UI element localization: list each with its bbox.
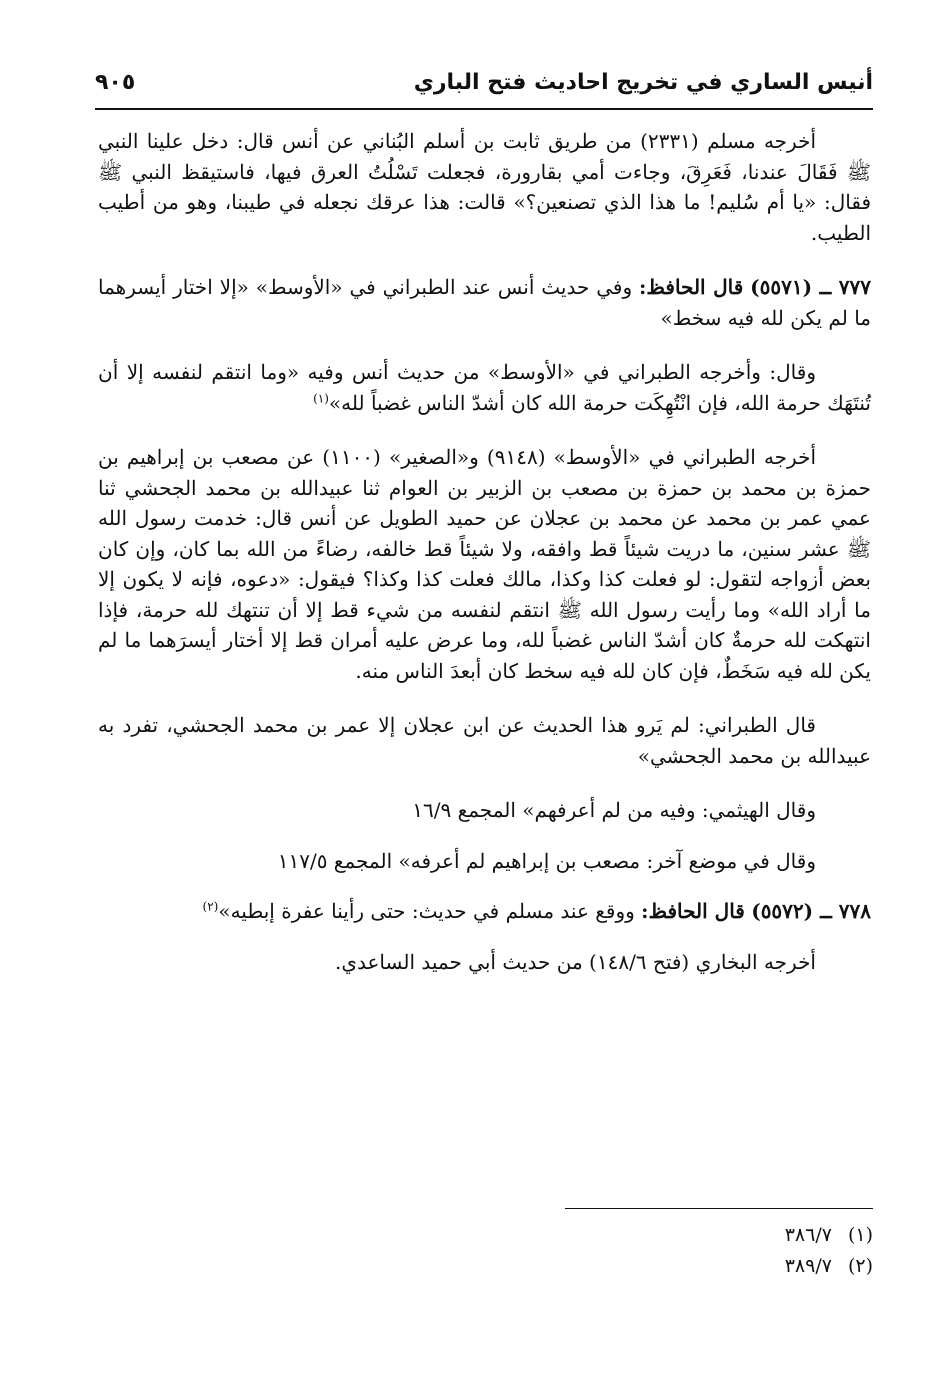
footnote-reference: ٣٨٦/٧	[784, 1224, 832, 1246]
hadith-777-label: قال الحافظ:	[639, 275, 744, 299]
hadith-777	[98, 272, 871, 333]
paragraph-tabarani-awsat	[98, 357, 871, 418]
hadith-778-text: ووقع عند مسلم في حديث: حتى رأينا عفرة إبطيه»	[218, 899, 635, 923]
paragraph-bukhari-takhrij: أخرجه البخاري (فتح ١٤٨/٦) من حديث أبي حميد الساعدي.	[334, 949, 816, 974]
footnote-ref-2: (٢)	[202, 899, 219, 914]
hadith-778-number: ٧٧٨ ــ (٥٥٧٢)	[751, 899, 871, 923]
hadith-778	[98, 896, 871, 927]
hadith-777-text: وفي حديث أنس عند الطبراني في «الأوسط» «إلا اختار أيسرهما ما لم يكن لله فيه سخط»	[98, 275, 871, 330]
paragraph-haythami-1: وقال الهيثمي: وفيه من لم أعرفهم» المجمع ١٦/٩	[412, 798, 816, 822]
footnote-ref-1: (١)	[313, 390, 329, 405]
page-body	[98, 126, 871, 977]
footnote-1	[560, 1220, 873, 1251]
footnote-separator	[565, 1208, 873, 1209]
paragraph-tabarani-awsat-text: وقال: وأخرجه الطبراني في «الأوسط» من حديث أنس وفيه «وما انتقم لنفسه إلا أن تُنتَهَك حرمة الله، فإن انْتُهِكَت حرمة الله كان أشدّ الناس غضباً لله»	[98, 360, 871, 415]
hadith-777-number: ٧٧٧ ــ (٥٥٧١)	[750, 275, 872, 299]
paragraph-tabarani-isnad: أخرجه الطبراني في «الأوسط» (٩١٤٨) و«الصغير» (١١٠٠) عن مصعب بن إبراهيم بن حمزة بن محمد بن حمزة بن مصعب بن الزبير بن العوام ثنا عبيدالله بن محمد الجحشي ثنا عمي عمر بن محمد عن محمد بن عجلان عن حميد الطويل عن أنس قال: خدمت رسول الله ﷺ عشر سنين، ما دريت شيئاً قط وافقه، ولا شيئاً قط خالفه، رضاءً من الله بما كان، وإن كان بعض أزواجه لتقول: لو فعلت كذا وكذا، مالك فعلت كذا وكذا؟ فيقول: «دعوه، فإنه لا يكون إلا ما أراد الله» وما رأيت رسول الله ﷺ انتقم لنفسه من شيء قط إلا أن تنتهك لله حرمة، فإذا انتهكت لله حرمةٌ كان أشدّ الناس غضباً لله، وما عرض عليه أمران قط إلا أختار أيسرَهما ما لم يكن لله فيه سَخَطٌ، فإن كان لله فيه سخط كان أبعدَ الناس منه.	[98, 445, 871, 683]
header-rule	[95, 108, 873, 110]
running-title: أنيس الساري في تخريج احاديث فتح الباري	[413, 70, 873, 95]
paragraph-haythami-2: وقال في موضع آخر: مصعب بن إبراهيم لم أعرفه» المجمع ١١٧/٥	[277, 848, 816, 873]
footnote-reference: ٣٨٩/٧	[784, 1255, 832, 1277]
page-header	[95, 64, 873, 108]
footnotes	[560, 1220, 873, 1282]
paragraph-muslim-takhrij: أخرجه مسلم (٢٣٣١) من طريق ثابت بن أسلم البُناني عن أنس قال: دخل علينا النبي ﷺ فَقَالَ عندنا، فَعَرِقَ، وجاءت أمي بقارورة، فجعلت تَسْلُتُ العرق فيها، فاستيقظ النبي ﷺ فقال: «يا أم سُليم! ما هذا الذي تصنعين؟» قالت: هذا عرقك نجعله في طيبنا، وهو من أطيب الطيب.	[98, 129, 871, 245]
footnote-2	[560, 1251, 873, 1282]
footnote-number: (٢)	[847, 1255, 873, 1277]
paragraph-tabarani-comment: قال الطبراني: لم يَرو هذا الحديث عن ابن عجلان إلا عمر بن محمد الجحشي، تفرد به عبيدالله بن محمد الجحشي»	[98, 713, 871, 768]
page-number: ٩٠٥	[95, 70, 136, 95]
footnote-number: (١)	[847, 1224, 873, 1246]
hadith-778-label: قال الحافظ:	[641, 899, 745, 923]
